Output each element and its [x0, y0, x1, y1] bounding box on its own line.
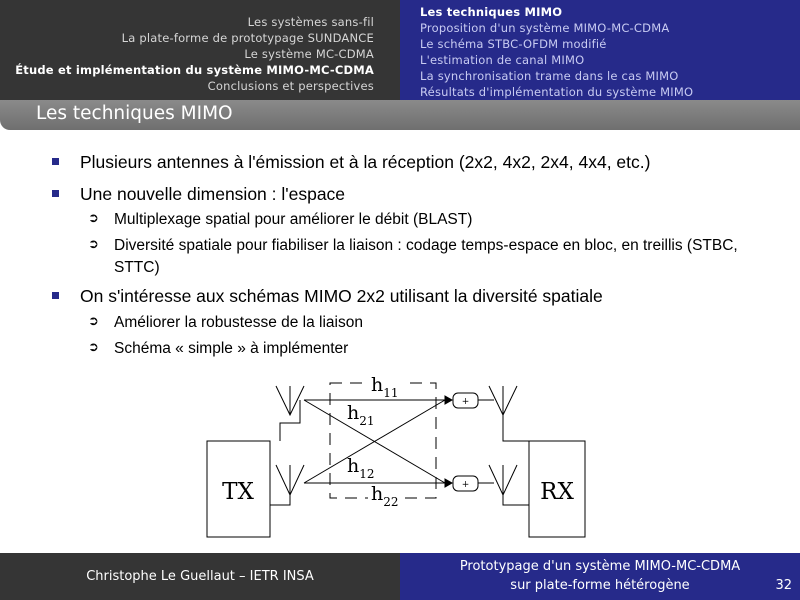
- adder-top-symbol: +: [461, 397, 470, 407]
- rx-label: RX: [540, 479, 574, 505]
- sub-item-1: Multiplexage spatial pour améliorer le débit (BLAST): [114, 211, 473, 228]
- footer-title-line-2: sur plate-forme hétérogène: [510, 578, 690, 593]
- nav-subsection-4[interactable]: L'estimation de canal MIMO: [420, 53, 585, 67]
- header-subsections-panel: [400, 0, 800, 100]
- nav-section-3[interactable]: Le système MC-CDMA: [244, 47, 374, 61]
- nav-subsection-5[interactable]: La synchronisation trame dans le cas MIMO: [420, 69, 679, 83]
- sub-item-2: Diversité spatiale pour fiabiliser la liaison : codage temps-espace en bloc, en treillis (STBC, STTC): [114, 237, 738, 276]
- nav-section-2[interactable]: La plate-forme de prototypage SUNDANCE: [121, 31, 374, 45]
- tx-antenna-2-icon: [270, 465, 304, 505]
- bullet-square-icon: [52, 190, 59, 197]
- label-h21: $h_{21}$: [347, 402, 375, 428]
- label-h22: $h_{22}$: [371, 483, 399, 509]
- bullet-square-icon: [52, 292, 59, 299]
- nav-subsection-1-active[interactable]: Les techniques MIMO: [420, 5, 563, 19]
- slide-title: Les techniques MIMO: [36, 103, 233, 124]
- nav-section-4-active[interactable]: Étude et implémentation du système MIMO-MC-CDMA: [15, 63, 374, 77]
- tx-antenna-1-icon: [276, 386, 304, 441]
- nav-subsection-3[interactable]: Le schéma STBC-OFDM modifié: [420, 37, 607, 51]
- nav-subsection-2[interactable]: Proposition d'un système MIMO-MC-CDMA: [420, 21, 670, 35]
- arrow-bullet-icon: ➲: [88, 340, 99, 355]
- rx-antenna-2-icon: [489, 465, 529, 505]
- label-h12: $h_{12}$: [347, 455, 375, 481]
- subsection-nav: [420, 4, 693, 100]
- footer-title-line-1: Prototypage d'un système MIMO-MC-CDMA: [459, 559, 741, 574]
- bullet-item-1: Plusieurs antennes à l'émission et à la réception (2x2, 4x2, 2x4, 4x4, etc.): [80, 152, 651, 172]
- slide-title-bar: [0, 100, 800, 130]
- bullet-item-3: On s'intéresse aux schémas MIMO 2x2 utilisant la diversité spatiale: [80, 286, 603, 306]
- rx-antenna-1-icon: [489, 386, 535, 441]
- label-h11: $h_{11}$: [371, 374, 399, 400]
- channel-labels: [347, 374, 404, 509]
- footer-author: Christophe Le Guellaut – IETR INSA: [86, 569, 314, 584]
- sub-item-4: Schéma « simple » à implémenter: [114, 340, 349, 357]
- sub-item-3: Améliorer la robustesse de la liaison: [114, 314, 363, 331]
- mimo-2x2-diagram: [0, 370, 800, 545]
- bullet-item-2: Une nouvelle dimension : l'espace: [80, 184, 346, 204]
- page-number: 32: [775, 578, 792, 593]
- arrow-bullet-icon: ➲: [88, 211, 99, 226]
- nav-section-1[interactable]: Les systèmes sans-fil: [247, 15, 374, 29]
- section-nav: [15, 14, 374, 94]
- arrow-bullet-icon: ➲: [88, 237, 99, 252]
- footer-title-panel: [400, 553, 800, 600]
- tx-label: TX: [222, 479, 254, 505]
- nav-section-5[interactable]: Conclusions et perspectives: [207, 79, 374, 93]
- adder-bottom-symbol: +: [461, 480, 470, 490]
- bullet-square-icon: [52, 158, 59, 165]
- nav-subsection-6[interactable]: Résultats d'implémentation du système MIMO: [420, 85, 694, 99]
- arrow-bullet-icon: ➲: [88, 314, 99, 329]
- footer-author-panel: [0, 553, 400, 600]
- header-sections-panel: [0, 0, 400, 100]
